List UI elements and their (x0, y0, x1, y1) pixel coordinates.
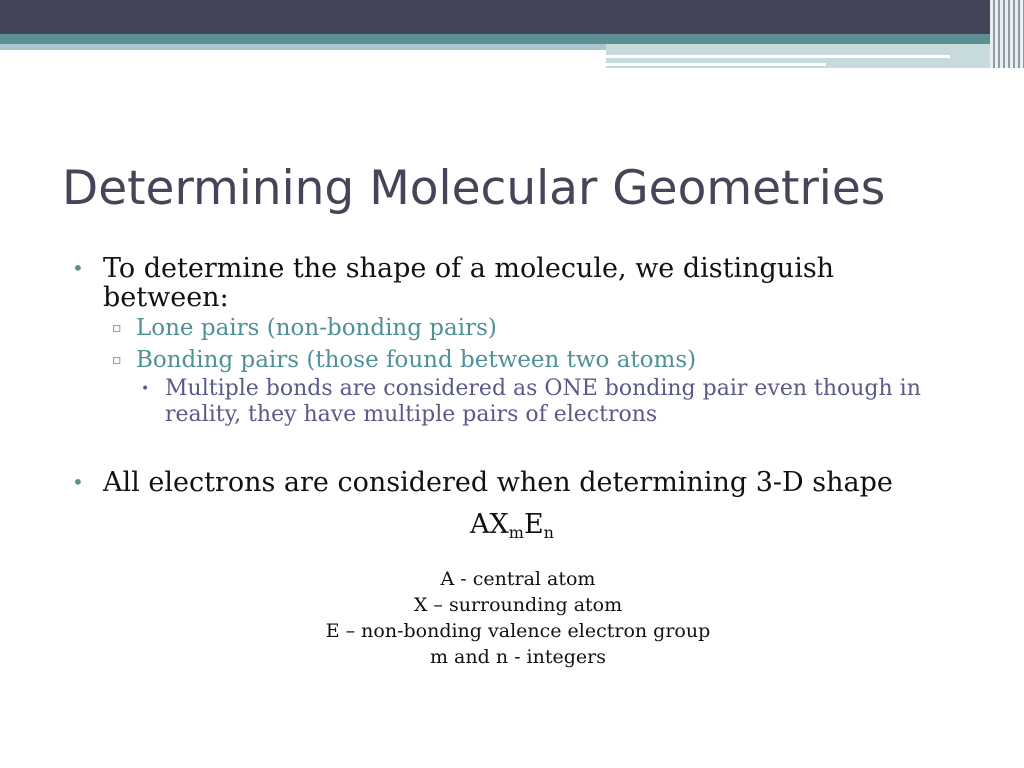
sub-bullet-text: Bonding pairs (those found between two atoms) (136, 347, 697, 373)
sub-sub-bullet-item (72, 376, 952, 428)
bullet-item (72, 254, 952, 312)
formula-definitions (0, 566, 1024, 670)
formula-e: E (523, 509, 544, 540)
bullet-item (72, 468, 952, 497)
bullet-text: To determine the shape of a molecule, we distinguish between: (103, 253, 835, 313)
formula-m-subscript: m (508, 523, 524, 542)
header-line (606, 63, 826, 66)
sub-bullet-item (72, 312, 952, 344)
bullet-small-dot-icon: • (141, 381, 150, 397)
definition-line: m and n - integers (430, 646, 606, 668)
definition-line: A - central atom (440, 568, 596, 590)
header-band-dark (0, 0, 1024, 34)
bullet-dot-icon: • (72, 470, 84, 494)
bullet-square-icon: ▫ (112, 320, 122, 336)
header-band-teal (0, 34, 1024, 44)
slide-title: Determining Molecular Geometries (62, 161, 886, 216)
bullet-text: All electrons are considered when determining 3-D shape (103, 467, 893, 498)
definition-line: E – non-bonding valence electron group (325, 620, 711, 642)
header-band-light (0, 44, 606, 50)
bullet-dot-icon: • (72, 256, 84, 280)
slide-body (72, 254, 952, 497)
header-vertical-stripes (990, 0, 1024, 68)
header-line (606, 55, 950, 58)
definition-line: X – surrounding atom (413, 594, 623, 616)
sub-bullet-item (72, 344, 952, 376)
sub-bullet-text: Lone pairs (non-bonding pairs) (136, 315, 497, 341)
formula-ax: AX (470, 509, 509, 540)
bullet-square-icon: ▫ (112, 352, 122, 368)
sub-sub-bullet-text: Multiple bonds are considered as ONE bonding pair even though in reality, they have multiple pairs of electrons (165, 376, 921, 427)
vsepr-formula (0, 508, 1024, 550)
formula-n-subscript: n (543, 523, 554, 542)
